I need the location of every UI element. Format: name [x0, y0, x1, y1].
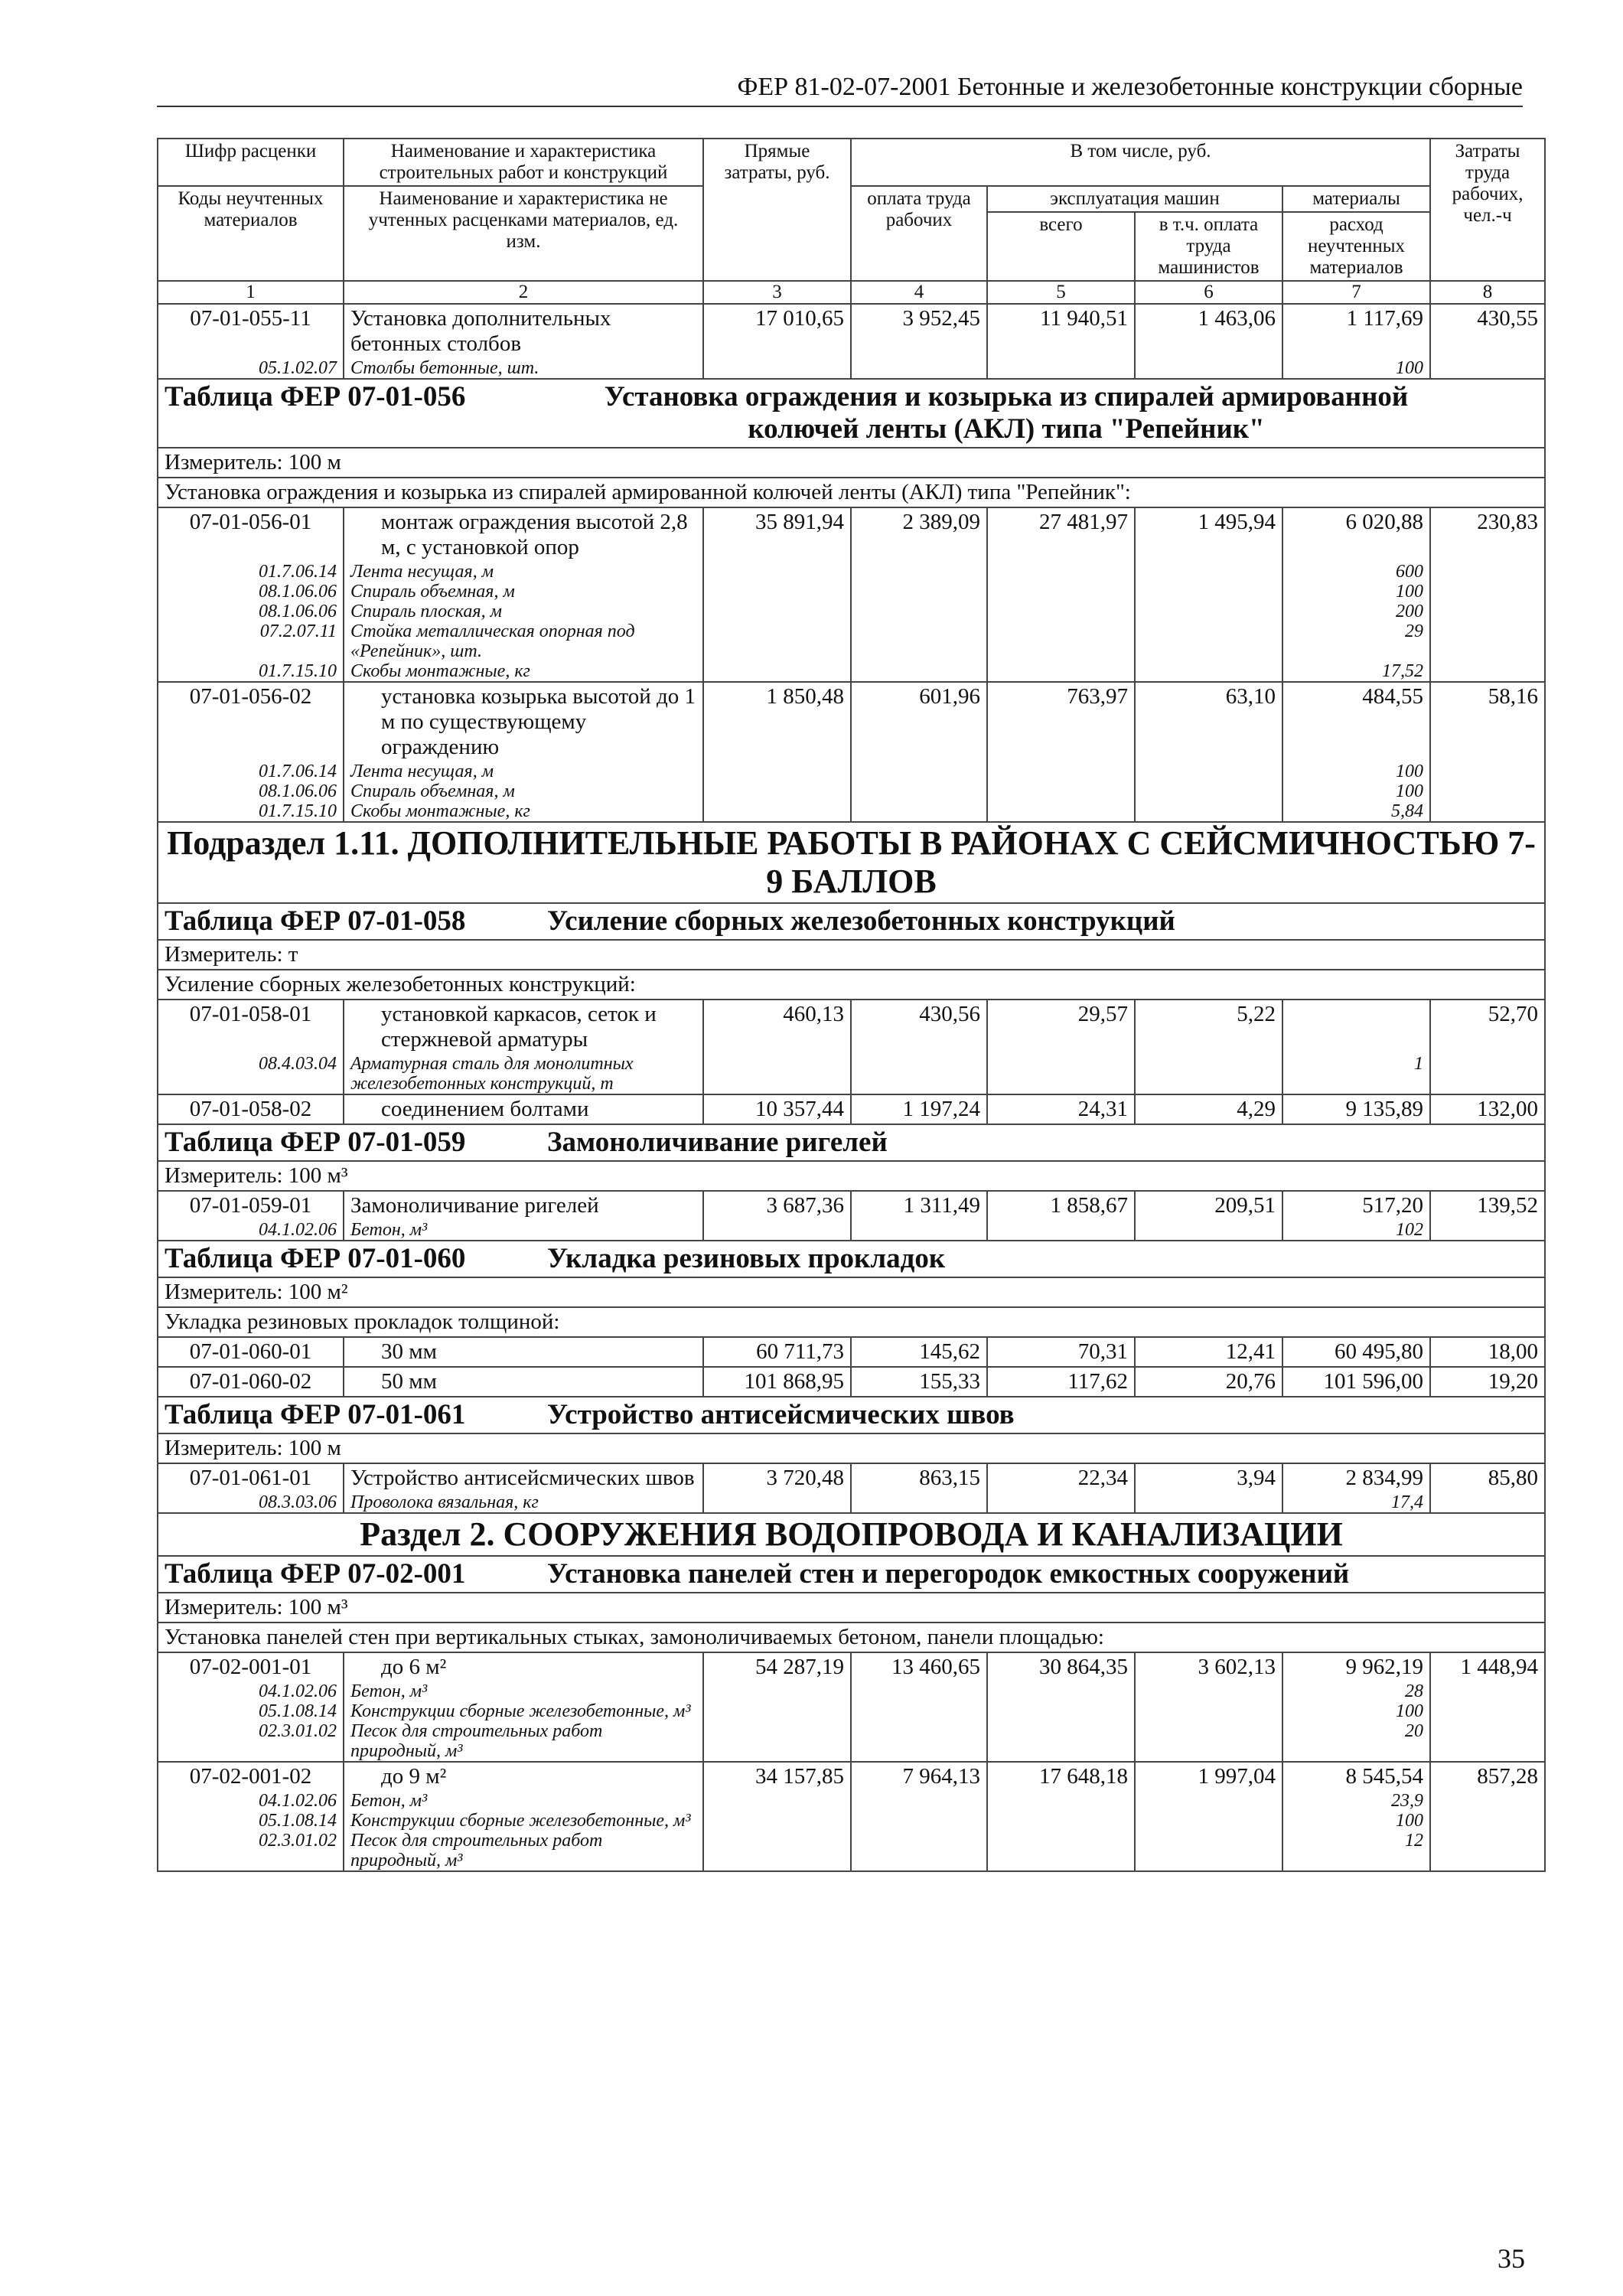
rate-name-text: монтаж ограждения высотой 2,8 м, с установкой опор — [381, 510, 688, 559]
group-title: Установка панелей стен при вертикальных стыках, замоноличиваемых бетоном, панели площадью: — [158, 1623, 1545, 1652]
material-name: Бетон, м³ — [344, 1220, 703, 1241]
meter: Измеритель: т — [158, 940, 1545, 970]
head-materials: материалы — [1282, 186, 1430, 212]
rate-row — [158, 682, 1545, 762]
material-name: Арматурная сталь для монолитных железобетонных конструкций, т — [344, 1054, 703, 1094]
material-name: Спираль объемная, м — [344, 781, 703, 801]
material-row — [158, 1721, 1545, 1762]
rate-direct: 3 720,48 — [703, 1463, 851, 1492]
material-qty: 17,4 — [1282, 1492, 1430, 1513]
rate-materials: 484,55 — [1282, 682, 1430, 762]
material-code: 05.1.02.07 — [158, 358, 344, 379]
rate-row — [158, 1652, 1545, 1681]
rate-labor-pay: 145,62 — [851, 1337, 987, 1367]
rate-row — [158, 1000, 1545, 1054]
col-num: 8 — [1430, 281, 1545, 304]
material-qty: 12 — [1282, 1831, 1430, 1871]
rate-labor-pay: 2 389,09 — [851, 507, 987, 562]
material-name: Конструкции сборные железобетонные, м³ — [344, 1811, 703, 1831]
material-qty: 29 — [1282, 621, 1430, 661]
rate-code: 07-01-061-01 — [158, 1463, 344, 1492]
material-qty: 17,52 — [1282, 661, 1430, 682]
rate-direct: 17 010,65 — [703, 304, 851, 358]
material-code: 08.1.06.06 — [158, 602, 344, 621]
material-name: Песок для строительных работ природный, м³ — [344, 1721, 703, 1762]
material-qty: 20 — [1282, 1721, 1430, 1762]
material-name: Спираль плоская, м — [344, 602, 703, 621]
meter-row — [158, 1433, 1545, 1463]
rate-direct: 10 357,44 — [703, 1094, 851, 1124]
table-desc: Усиление сборных железобетонных конструкций — [547, 905, 1175, 937]
table-title-row — [158, 379, 1545, 448]
material-row — [158, 1831, 1545, 1871]
rate-machines: 22,34 — [987, 1463, 1135, 1492]
rate-machines: 1 858,67 — [987, 1191, 1135, 1220]
rate-name — [344, 1094, 703, 1124]
col-num: 2 — [344, 281, 703, 304]
rate-materials: 1 117,69 — [1282, 304, 1430, 358]
rate-machinists: 209,51 — [1135, 1191, 1282, 1220]
head-machines: эксплуатация машин — [987, 186, 1282, 212]
head-labor-pay: оплата труда рабочих — [851, 186, 987, 281]
group-row — [158, 1307, 1545, 1337]
subsection-title: Подраздел 1.11. ДОПОЛНИТЕЛЬНЫЕ РАБОТЫ В РАЙОНАХ С СЕЙСМИЧНОСТЬЮ 7-9 БАЛЛОВ — [158, 822, 1545, 903]
material-code: 07.2.07.11 — [158, 621, 344, 661]
group-row — [158, 1623, 1545, 1652]
rate-machines: 117,62 — [987, 1367, 1135, 1397]
meter-row — [158, 1161, 1545, 1191]
group-title: Установка ограждения и козырька из спиралей армированной колючей ленты (АКЛ) типа "Репейник": — [158, 478, 1545, 507]
rate-labor: 230,83 — [1430, 507, 1545, 562]
material-row — [158, 1791, 1545, 1811]
material-code: 01.7.06.14 — [158, 762, 344, 781]
rate-machinists: 63,10 — [1135, 682, 1282, 762]
page-number: 35 — [1498, 2243, 1525, 2274]
rate-name: Установка дополнительных бетонных столбов — [344, 304, 703, 358]
section-title: Раздел 2. СООРУЖЕНИЯ ВОДОПРОВОДА И КАНАЛИЗАЦИИ — [158, 1513, 1545, 1556]
rate-labor: 58,16 — [1430, 682, 1545, 762]
rate-materials: 101 596,00 — [1282, 1367, 1430, 1397]
rate-direct: 54 287,19 — [703, 1652, 851, 1681]
rate-materials: 2 834,99 — [1282, 1463, 1430, 1492]
rate-row — [158, 1762, 1545, 1791]
material-code: 05.1.08.14 — [158, 1701, 344, 1721]
table-desc: Укладка резиновых прокладок — [547, 1243, 946, 1274]
rate-materials: 6 020,88 — [1282, 507, 1430, 562]
material-row — [158, 562, 1545, 582]
rate-labor: 132,00 — [1430, 1094, 1545, 1124]
meter-row — [158, 448, 1545, 478]
meter: Измеритель: 100 м — [158, 448, 1545, 478]
rate-machines: 30 864,35 — [987, 1652, 1135, 1681]
material-code: 01.7.06.14 — [158, 562, 344, 582]
rate-name — [344, 507, 703, 562]
head-consumption: расход неучтенных материалов — [1282, 212, 1430, 281]
table-name: Таблица ФЕР 07-01-059 — [165, 1127, 466, 1158]
rate-labor: 19,20 — [1430, 1367, 1545, 1397]
rate-machines: 70,31 — [987, 1337, 1135, 1367]
rate-labor: 52,70 — [1430, 1000, 1545, 1054]
rate-machines: 763,97 — [987, 682, 1135, 762]
rate-code: 07-01-059-01 — [158, 1191, 344, 1220]
rate-row — [158, 1367, 1545, 1397]
rate-direct: 101 868,95 — [703, 1367, 851, 1397]
table-desc: Устройство антисейсмических швов — [547, 1399, 1015, 1430]
col-num: 1 — [158, 281, 344, 304]
rate-direct: 60 711,73 — [703, 1337, 851, 1367]
rate-labor: 85,80 — [1430, 1463, 1545, 1492]
col-num: 3 — [703, 281, 851, 304]
rate-name-text: до 6 м² — [381, 1655, 447, 1679]
rate-row — [158, 1463, 1545, 1492]
rate-name — [344, 1762, 703, 1791]
rates-table — [157, 138, 1546, 1872]
rate-machines: 27 481,97 — [987, 507, 1135, 562]
material-name: Лента несущая, м — [344, 562, 703, 582]
rate-materials: 8 545,54 — [1282, 1762, 1430, 1791]
col-num: 6 — [1135, 281, 1282, 304]
material-qty: 28 — [1282, 1681, 1430, 1701]
material-row — [158, 762, 1545, 781]
head-direct: Прямые затраты, руб. — [703, 139, 851, 281]
rate-direct: 460,13 — [703, 1000, 851, 1054]
table-title-row — [158, 1397, 1545, 1433]
rate-machinists: 1 997,04 — [1135, 1762, 1282, 1791]
rate-machines: 17 648,18 — [987, 1762, 1135, 1791]
rate-materials: 517,20 — [1282, 1191, 1430, 1220]
head-codes: Коды неучтенных материалов — [158, 186, 344, 281]
rate-labor-pay: 1 197,24 — [851, 1094, 987, 1124]
rate-labor-pay: 155,33 — [851, 1367, 987, 1397]
rate-code: 07-02-001-01 — [158, 1652, 344, 1681]
material-row — [158, 1220, 1545, 1241]
rate-direct: 3 687,36 — [703, 1191, 851, 1220]
rate-labor: 1 448,94 — [1430, 1652, 1545, 1681]
col-num: 4 — [851, 281, 987, 304]
subsection-row — [158, 822, 1545, 903]
rate-labor-pay: 7 964,13 — [851, 1762, 987, 1791]
rate-name-text: 50 мм — [381, 1369, 437, 1394]
material-qty: 5,84 — [1282, 801, 1430, 822]
rate-direct: 1 850,48 — [703, 682, 851, 762]
rate-machinists: 1 463,06 — [1135, 304, 1282, 358]
table-title-row — [158, 1241, 1545, 1277]
material-row — [158, 621, 1545, 661]
table-name: Таблица ФЕР 07-01-061 — [165, 1399, 466, 1430]
rate-labor-pay: 430,56 — [851, 1000, 987, 1054]
rate-row — [158, 1094, 1545, 1124]
rate-name-text: установкой каркасов, сеток и стержневой арматуры — [381, 1002, 657, 1052]
material-code: 02.3.01.02 — [158, 1831, 344, 1871]
material-code: 04.1.02.06 — [158, 1220, 344, 1241]
table-name: Таблица ФЕР 07-02-001 — [165, 1558, 466, 1590]
rate-materials: 60 495,80 — [1282, 1337, 1430, 1367]
col-num: 7 — [1282, 281, 1430, 304]
rate-machinists: 5,22 — [1135, 1000, 1282, 1054]
rate-name: Замоноличивание ригелей — [344, 1191, 703, 1220]
rate-machinists: 12,41 — [1135, 1337, 1282, 1367]
rate-labor-pay: 1 311,49 — [851, 1191, 987, 1220]
table-name: Таблица ФЕР 07-01-060 — [165, 1243, 466, 1274]
rate-row — [158, 507, 1545, 562]
rate-machinists: 3 602,13 — [1135, 1652, 1282, 1681]
head-total: всего — [987, 212, 1135, 281]
material-qty: 100 — [1282, 781, 1430, 801]
material-row — [158, 801, 1545, 822]
table-title-row — [158, 1124, 1545, 1161]
material-code: 08.4.03.04 — [158, 1054, 344, 1094]
rate-code: 07-01-058-02 — [158, 1094, 344, 1124]
material-qty: 100 — [1282, 1701, 1430, 1721]
material-row — [158, 358, 1545, 379]
rate-direct: 35 891,94 — [703, 507, 851, 562]
material-row — [158, 781, 1545, 801]
rate-machines: 11 940,51 — [987, 304, 1135, 358]
head-incl-op: в т.ч. оплата труда машинистов — [1135, 212, 1282, 281]
material-qty: 23,9 — [1282, 1791, 1430, 1811]
meter: Измеритель: 100 м² — [158, 1277, 1545, 1307]
rate-name-text: до 9 м² — [381, 1764, 447, 1789]
material-code: 08.3.03.06 — [158, 1492, 344, 1513]
meter: Измеритель: 100 м — [158, 1433, 1545, 1463]
rate-labor-pay: 3 952,45 — [851, 304, 987, 358]
rate-labor: 18,00 — [1430, 1337, 1545, 1367]
meter-row — [158, 1593, 1545, 1623]
rate-name-text: 30 мм — [381, 1339, 437, 1364]
material-name: Скобы монтажные, кг — [344, 801, 703, 822]
material-qty: 600 — [1282, 562, 1430, 582]
rate-labor-pay: 863,15 — [851, 1463, 987, 1492]
material-code: 08.1.06.06 — [158, 781, 344, 801]
table-name: Таблица ФЕР 07-01-056 — [165, 381, 466, 413]
rate-name-text: соединением болтами — [381, 1097, 589, 1121]
rate-labor: 139,52 — [1430, 1191, 1545, 1220]
rate-name — [344, 1337, 703, 1367]
head-labor: Затраты труда рабочих, чел.-ч — [1430, 139, 1545, 281]
rate-machinists: 20,76 — [1135, 1367, 1282, 1397]
material-name: Лента несущая, м — [344, 762, 703, 781]
material-qty: 100 — [1282, 1811, 1430, 1831]
rate-code: 07-02-001-02 — [158, 1762, 344, 1791]
rate-name — [344, 682, 703, 762]
material-name: Спираль объемная, м — [344, 582, 703, 602]
rate-row — [158, 1191, 1545, 1220]
material-name: Стойка металлическая опорная под «Репейник», шт. — [344, 621, 703, 661]
rate-name — [344, 1000, 703, 1054]
table-title-row — [158, 903, 1545, 940]
table-name: Таблица ФЕР 07-01-058 — [165, 905, 466, 937]
material-name: Скобы монтажные, кг — [344, 661, 703, 682]
rate-row — [158, 1337, 1545, 1367]
material-qty: 100 — [1282, 358, 1430, 379]
material-code: 01.7.15.10 — [158, 801, 344, 822]
rate-machinists: 4,29 — [1135, 1094, 1282, 1124]
material-qty: 200 — [1282, 602, 1430, 621]
material-qty: 1 — [1282, 1054, 1430, 1094]
meter: Измеритель: 100 м³ — [158, 1593, 1545, 1623]
rate-labor-pay: 601,96 — [851, 682, 987, 762]
group-row — [158, 478, 1545, 507]
material-name: Песок для строительных работ природный, м³ — [344, 1831, 703, 1871]
meter: Измеритель: 100 м³ — [158, 1161, 1545, 1191]
table-head — [158, 139, 1545, 304]
material-row — [158, 1492, 1545, 1513]
table-desc: Установка панелей стен и перегородок емкостных сооружений — [547, 1558, 1350, 1590]
meter-row — [158, 940, 1545, 970]
col-num: 5 — [987, 281, 1135, 304]
rate-code: 07-01-060-02 — [158, 1367, 344, 1397]
table-desc: Замоноличивание ригелей — [547, 1127, 888, 1158]
group-title: Укладка резиновых прокладок толщиной: — [158, 1307, 1545, 1337]
material-code: 04.1.02.06 — [158, 1681, 344, 1701]
rate-materials — [1282, 1000, 1430, 1054]
rate-code: 07-01-058-01 — [158, 1000, 344, 1054]
material-row — [158, 582, 1545, 602]
page-header: ФЕР 81-02-07-2001 Бетонные и железобетонные конструкции сборные — [157, 70, 1523, 107]
material-qty: 102 — [1282, 1220, 1430, 1241]
material-row — [158, 1811, 1545, 1831]
material-code: 08.1.06.06 — [158, 582, 344, 602]
rate-labor-pay: 13 460,65 — [851, 1652, 987, 1681]
material-code: 04.1.02.06 — [158, 1791, 344, 1811]
material-row — [158, 1701, 1545, 1721]
rate-machinists: 1 495,94 — [1135, 507, 1282, 562]
material-name: Бетон, м³ — [344, 1791, 703, 1811]
material-code: 05.1.08.14 — [158, 1811, 344, 1831]
rate-labor: 857,28 — [1430, 1762, 1545, 1791]
material-code: 01.7.15.10 — [158, 661, 344, 682]
table-desc: Установка ограждения и козырька из спиралей армированной колючей ленты (АКЛ) типа "Репейник" — [604, 381, 1409, 445]
rate-name — [344, 1367, 703, 1397]
material-code: 02.3.01.02 — [158, 1721, 344, 1762]
material-name: Бетон, м³ — [344, 1681, 703, 1701]
material-row — [158, 602, 1545, 621]
material-row — [158, 1054, 1545, 1094]
group-row — [158, 970, 1545, 1000]
material-name: Конструкции сборные железобетонные, м³ — [344, 1701, 703, 1721]
material-name: Проволока вязальная, кг — [344, 1492, 703, 1513]
rate-code: 07-01-056-01 — [158, 507, 344, 562]
head-incl: В том числе, руб. — [851, 139, 1430, 186]
rate-code: 07-01-056-02 — [158, 682, 344, 762]
rate-row — [158, 304, 1545, 358]
rate-machines: 24,31 — [987, 1094, 1135, 1124]
rate-direct: 34 157,85 — [703, 1762, 851, 1791]
rate-materials: 9 962,19 — [1282, 1652, 1430, 1681]
material-row — [158, 661, 1545, 682]
rate-code: 07-01-055-11 — [158, 304, 344, 358]
rate-materials: 9 135,89 — [1282, 1094, 1430, 1124]
rate-machines: 29,57 — [987, 1000, 1135, 1054]
head-name2: Наименование и характеристика не учтенных расценками материалов, ед. изм. — [344, 186, 703, 281]
meter-row — [158, 1277, 1545, 1307]
material-row — [158, 1681, 1545, 1701]
rate-name — [344, 1652, 703, 1681]
rate-name-text: установка козырька высотой до 1 м по существующему ограждению — [381, 684, 696, 759]
head-cipher: Шифр расценки — [158, 139, 344, 186]
head-name: Наименование и характеристика строительных работ и конструкций — [344, 139, 703, 186]
rate-name: Устройство антисейсмических швов — [344, 1463, 703, 1492]
table-title-row — [158, 1556, 1545, 1593]
section-row — [158, 1513, 1545, 1556]
rate-code: 07-01-060-01 — [158, 1337, 344, 1367]
group-title: Усиление сборных железобетонных конструкций: — [158, 970, 1545, 1000]
material-qty: 100 — [1282, 762, 1430, 781]
column-numbers — [158, 281, 1545, 304]
rate-machinists: 3,94 — [1135, 1463, 1282, 1492]
material-name: Столбы бетонные, шт. — [344, 358, 703, 379]
material-qty: 100 — [1282, 582, 1430, 602]
rate-labor: 430,55 — [1430, 304, 1545, 358]
